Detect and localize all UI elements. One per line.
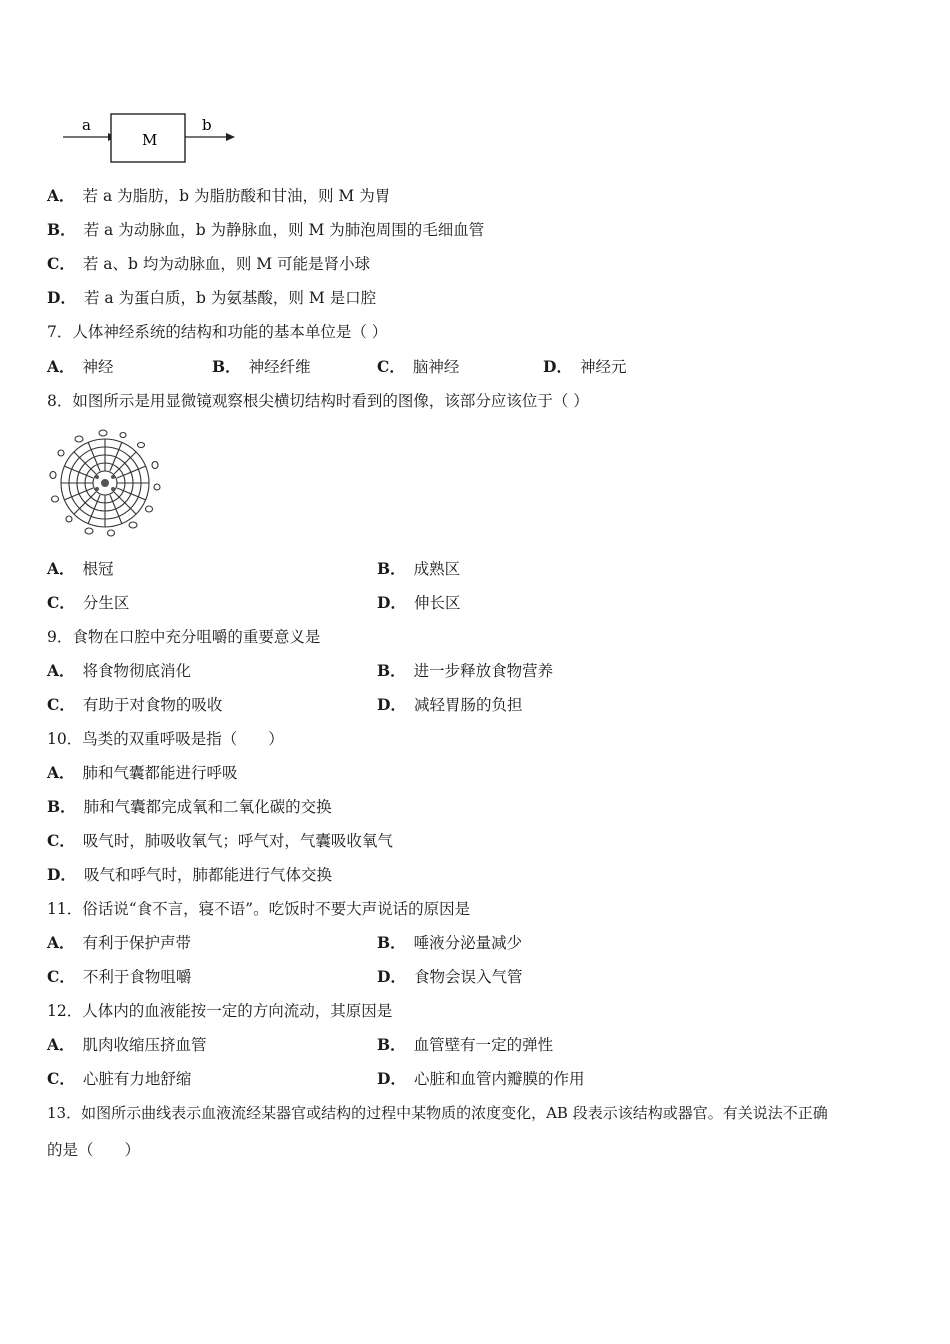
q6-option-b[interactable]: B． 若 a 为动脉血，b 为静脉血，则 M 为肺泡周围的毛细血管: [47, 220, 485, 239]
q9-option-a[interactable]: A． 将食物彻底消化: [47, 661, 192, 680]
q7-option-b[interactable]: B． 神经纤维: [212, 357, 311, 376]
q10-option-c[interactable]: C． 吸气时，肺吸收氧气；呼气对，气囊吸收氧气: [47, 831, 393, 850]
q13-stem-line1: 13．如图所示曲线表示血液流经某器官或结构的过程中某物质的浓度变化，AB 段表示该结构或器官。有关说法不正确: [47, 1104, 828, 1122]
q6-option-d[interactable]: D． 若 a 为蛋白质，b 为氨基酸，则 M 是口腔: [47, 288, 377, 307]
flow-diagram: [60, 108, 260, 168]
q9-option-d[interactable]: D． 减轻胃肠的负担: [377, 695, 523, 714]
q7-option-a[interactable]: A． 神经: [47, 357, 114, 376]
q7-option-d[interactable]: D． 神经元: [543, 357, 627, 376]
q12-option-b[interactable]: B． 血管壁有一定的弹性: [377, 1035, 554, 1054]
q6-option-a[interactable]: A． 若 a 为脂肪，b 为脂肪酸和甘油，则 M 为胃: [47, 186, 391, 205]
q11-option-d[interactable]: D． 食物会误入气管: [377, 967, 523, 986]
q11-option-b[interactable]: B． 唾液分泌量减少: [377, 933, 523, 952]
q8-option-c[interactable]: C． 分生区: [47, 593, 130, 612]
q10-option-a[interactable]: A． 肺和气囊都能进行呼吸: [47, 763, 238, 782]
q8-option-b[interactable]: B． 成熟区: [377, 559, 461, 578]
q13-stem-line2: 的是（ ）: [47, 1141, 141, 1159]
q11-option-c[interactable]: C． 不利于食物咀嚼: [47, 967, 192, 986]
q12-option-d[interactable]: D． 心脏和血管内瓣膜的作用: [377, 1069, 585, 1088]
root-cross-section-image: [45, 425, 165, 541]
q12-option-a[interactable]: A． 肌肉收缩压挤血管: [47, 1035, 207, 1054]
q7-stem: 7．人体神经系统的结构和功能的基本单位是（ ）: [47, 323, 388, 341]
q10-option-d[interactable]: D． 吸气和呼气时，肺都能进行气体交换: [47, 865, 332, 884]
q12-option-c[interactable]: C． 心脏有力地舒缩: [47, 1069, 192, 1088]
diagram-box-label: M: [142, 131, 158, 149]
q9-option-c[interactable]: C． 有助于对食物的吸收: [47, 695, 223, 714]
diagram-input-label: a: [82, 116, 91, 134]
q10-stem: 10．鸟类的双重呼吸是指（ ）: [47, 730, 284, 748]
q7-option-c[interactable]: C． 脑神经: [377, 357, 460, 376]
q8-option-d[interactable]: D． 伸长区: [377, 593, 461, 612]
q8-stem: 8．如图所示是用显微镜观察根尖横切结构时看到的图像，该部分应该位于（ ）: [47, 392, 589, 410]
q11-stem: 11．俗话说“食不言，寝不语”。吃饭时不要大声说话的原因是: [47, 900, 471, 918]
q8-option-a[interactable]: A． 根冠: [47, 559, 114, 578]
q10-option-b[interactable]: B． 肺和气囊都完成氧和二氧化碳的交换: [47, 797, 332, 816]
diagram-output-label: b: [202, 116, 212, 134]
q9-option-b[interactable]: B． 进一步释放食物营养: [377, 661, 554, 680]
q11-option-a[interactable]: A． 有利于保护声带: [47, 933, 192, 952]
q12-stem: 12．人体内的血液能按一定的方向流动，其原因是: [47, 1002, 393, 1020]
q6-option-c[interactable]: C． 若 a、b 均为动脉血，则 M 可能是肾小球: [47, 254, 371, 273]
q9-stem: 9．食物在口腔中充分咀嚼的重要意义是: [47, 628, 321, 646]
